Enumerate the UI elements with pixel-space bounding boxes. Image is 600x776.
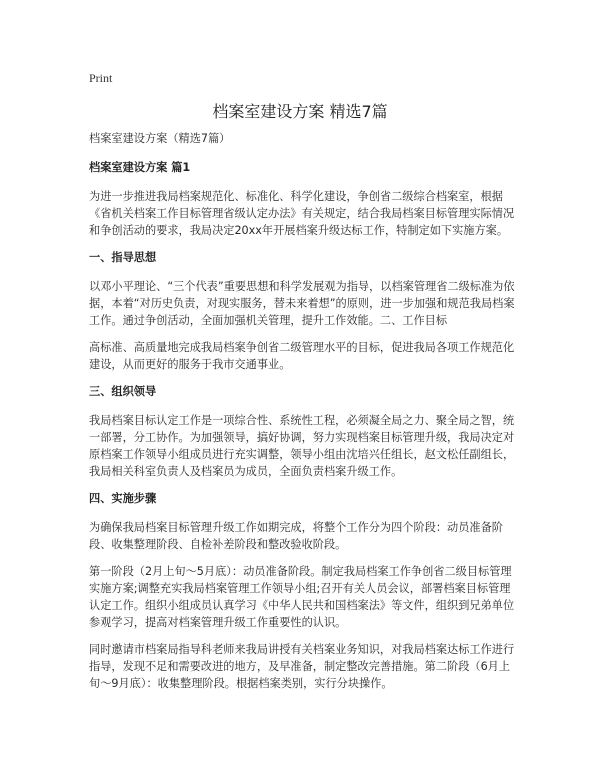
document-body xyxy=(89,130,521,702)
paragraph: 为进一步推进我局档案规范化、标准化、科学化建设，争创省二级综合档案室，根据《省机关档案工作目标管理省级认定办法》有关规定，结合我局档案目标管理实际情况和争创活动的要求，我局决定20xx年开展档案升级达标工作，特制定如下实施方案。 xyxy=(89,190,515,237)
document-title: 档案室建设方案 精选7篇 xyxy=(212,102,388,121)
paragraph: 为确保我局档案目标管理升级工作如期完成，将整个工作分为四个阶段：动员准备阶段、收集整理阶段、自检补差阶段和整改验收阶段。 xyxy=(89,521,503,551)
section-heading: 四、实施步骤 xyxy=(89,492,157,505)
document-subtitle: 档案室建设方案（精选7篇） xyxy=(89,132,231,145)
section-heading: 档案室建设方案 篇1 xyxy=(89,161,191,174)
paragraph: 我局档案目标认定工作是一项综合性、系统性工程，必须凝全局之力、聚全局之智，统一部署，分工协作。为加强领导，搞好协调，努力实现档案目标管理升级，我局决定对原档案工作领导小组成员进行充实调整，领导小组由沈培兴任组长，赵文松任副组长，我局相关科室负责人及档案员为成员，全面负责档案升级工作。 xyxy=(89,414,515,478)
paragraph: 同时邀请市档案局指导科老师来我局讲授有关档案业务知识，对我局档案达标工作进行指导，发现不足和需要改进的地方，及早准备，制定整改完善措施。第二阶段（6月上旬～9月底）：收集整理阶段。根据档案类别，实行分块操作。 xyxy=(89,643,515,690)
paragraph: 高标准、高质量地完成我局档案争创省二级管理水平的目标，促进我局各项工作规范化建设，从而更好的服务于我市交通事业。 xyxy=(89,341,515,371)
print-link[interactable]: Print xyxy=(89,71,113,85)
paragraph: 以邓小平理论、“三个代表”重要思想和科学发展观为指导，以档案管理省二级标准为依据，本着“对历史负责，对现实服务，替未来着想”的原则，进一步加强和规范我局档案工作。通过争创活动，全面加强机关管理，提升工作效能。二、工作目标 xyxy=(89,280,515,327)
section-heading: 一、指导思想 xyxy=(89,251,157,264)
section-heading: 三、组织领导 xyxy=(89,385,157,398)
paragraph: 第一阶段（2月上旬～5月底）：动员准备阶段。制定我局档案工作争创省二级目标管理实施方案;调整充实我局档案管理工作领导小组;召开有关人员会议，部署档案目标管理认定工作。组织小组成员认真学习《中华人民共和国档案法》等文件，组织到兄弟单位参观学习，提高对档案管理升级工作重要性的认识。 xyxy=(89,565,515,629)
